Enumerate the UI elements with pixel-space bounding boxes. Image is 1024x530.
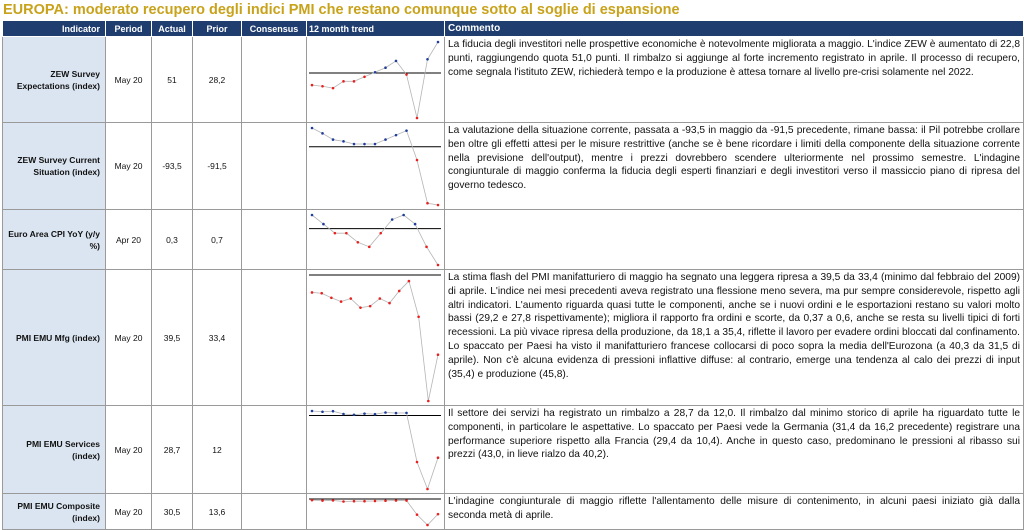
trend-cell bbox=[307, 210, 445, 270]
trend-point bbox=[395, 59, 398, 62]
trend-cell bbox=[307, 123, 445, 210]
header-trend: 12 month trend bbox=[307, 21, 445, 37]
trend-point bbox=[414, 222, 417, 225]
trend-point bbox=[363, 412, 366, 415]
trend-point bbox=[353, 413, 356, 416]
trend-line bbox=[312, 128, 438, 205]
trend-point bbox=[427, 399, 430, 402]
actual-value: 28,7 bbox=[152, 406, 193, 494]
comment-text: Il settore dei servizi ha registrato un rimbalzo a 28,7 da 12,0. Il rimbalzo dal minimo storico di aprile ha riguardato tutte le componenti, in particolare le aspettative. Lo spaccato per Paesi vede la Germania (31,4 da 16,2 precedente) registrare una performance superiore rispetto alla Francia (29,4 da 10,4). Anche in questo caso, predominano le pressioni al ribasso sui prezzi (43,0, in lieve rialzo da 40,2). bbox=[445, 406, 1024, 494]
trend-line bbox=[312, 215, 438, 265]
trend-point bbox=[353, 142, 356, 145]
trend-point bbox=[340, 300, 343, 303]
prior-value: 12 bbox=[193, 406, 242, 494]
trend-point bbox=[384, 411, 387, 414]
period-value: Apr 20 bbox=[106, 210, 152, 270]
trend-point bbox=[311, 126, 314, 129]
period-value: May 20 bbox=[106, 123, 152, 210]
sparkline bbox=[307, 38, 443, 122]
trend-point bbox=[353, 499, 356, 502]
header-actual: Actual bbox=[152, 21, 193, 37]
trend-point bbox=[388, 301, 391, 304]
table-row bbox=[3, 123, 1024, 210]
period-value: May 20 bbox=[106, 37, 152, 123]
trend-point bbox=[374, 499, 377, 502]
trend-point bbox=[379, 231, 382, 234]
trend-point bbox=[405, 499, 408, 502]
trend-point bbox=[426, 57, 429, 60]
trend-point bbox=[311, 213, 314, 216]
header-prior: Prior bbox=[193, 21, 242, 37]
indicator-name: ZEW Survey Expectations (index) bbox=[3, 37, 106, 123]
consensus-value bbox=[242, 406, 307, 494]
trend-point bbox=[426, 487, 429, 490]
trend-point bbox=[332, 409, 335, 412]
trend-point bbox=[402, 213, 405, 216]
trend-cell bbox=[307, 406, 445, 494]
trend-point bbox=[437, 263, 440, 266]
trend-point bbox=[321, 499, 324, 502]
trend-point bbox=[357, 240, 360, 243]
trend-point bbox=[369, 304, 372, 307]
trend-line bbox=[312, 411, 438, 489]
prior-value: 0,7 bbox=[193, 210, 242, 270]
trend-cell bbox=[307, 270, 445, 406]
trend-point bbox=[374, 412, 377, 415]
trend-point bbox=[437, 353, 440, 356]
trend-point bbox=[417, 315, 420, 318]
comment-text: La valutazione della situazione corrente, passata a -93,5 in maggio da -91,5 precedente, rimane bassa: il Pil potrebbe crollare ben oltre gli effetti attesi per le misure restrittive (anche se è bene ricordare i limiti della componente della situazione corrente nella previsione dell'output), mentre i prezzi dovrebbero scendere ulteriormente nel prossimo semestre. L'indagine congiunturale di maggio conferma la fiducia degli esperti finanziari e degli investitori verso il massiccio piano di ripresa del governo tedesco. bbox=[445, 123, 1024, 210]
trend-point bbox=[416, 116, 419, 119]
trend-point bbox=[426, 201, 429, 204]
trend-point bbox=[363, 142, 366, 145]
table-row bbox=[3, 406, 1024, 494]
period-value: May 20 bbox=[106, 494, 152, 530]
trend-point bbox=[353, 80, 356, 83]
trend-point bbox=[342, 140, 345, 143]
table-row bbox=[3, 494, 1024, 530]
trend-point bbox=[330, 296, 333, 299]
trend-point bbox=[349, 297, 352, 300]
trend-point bbox=[416, 158, 419, 161]
consensus-value bbox=[242, 123, 307, 210]
consensus-value bbox=[242, 494, 307, 530]
trend-point bbox=[363, 499, 366, 502]
trend-line bbox=[312, 500, 438, 525]
comment-text: La stima flash del PMI manifatturiero di maggio ha segnato una leggera ripresa a 39,5 da 33,4 (minimo dal febbraio del 2009) di aprile. L'indice nei mesi precedenti aveva registrato una flessione meno severa, ma pur sempre considerevole, rispetto agli altri indicatori. L'aumento riguarda quasi tutte le componenti, anche se i nuovi ordini e le esportazioni restano su valori molto bassi (29,2 e 27,8 rispettivamente); migliora il rapporto fra ordini e scorte, da 0,37 a 0,6, anche se resta su livelli tipici di forti recessioni. La più vivace ripresa della produzione, da 18,1 a 35,4, riflette il lavoro per evadere ordini bloccati dal confinamento. Lo spaccato per Paesi ha visto il manifatturiero francese collocarsi di poco sopra la media dell'Eurozona (a 40,3 da 31,5 di aprile). Non c'è alcuna evidenza di pressioni inflattive diffuse: al contrario, emerge una tendenza al calo dei prezzi di input (35,4) e produzione (45,8). bbox=[445, 270, 1024, 406]
trend-point bbox=[384, 66, 387, 69]
trend-point bbox=[425, 245, 428, 248]
trend-cell bbox=[307, 494, 445, 530]
actual-value: 0,3 bbox=[152, 210, 193, 270]
trend-point bbox=[311, 83, 314, 86]
trend-point bbox=[322, 222, 325, 225]
comment-text: La fiducia degli investitori nelle prospettive economiche è notevolmente migliorata a maggio. L'indice ZEW è aumentato di 22,8 punti, raggiungendo quota 51,0 punti. Il rimbalzo si aggiunge al forte incremento registrato in aprile. Il processo di recupero, come segnala l'istituto ZEW, richiederà tempo e la produzione è attesa tornare al livello pre-crisi solamente nel 2022. bbox=[445, 37, 1024, 123]
trend-point bbox=[384, 499, 387, 502]
comment-text bbox=[445, 210, 1024, 270]
prior-value: 13,6 bbox=[193, 494, 242, 530]
header-indicator: Indicator bbox=[3, 21, 106, 37]
trend-point bbox=[437, 203, 440, 206]
trend-point bbox=[437, 512, 440, 515]
trend-point bbox=[374, 142, 377, 145]
actual-value: 39,5 bbox=[152, 270, 193, 406]
trend-point bbox=[321, 84, 324, 87]
trend-point bbox=[311, 291, 314, 294]
trend-point bbox=[342, 412, 345, 415]
indicator-name: PMI EMU Services (index) bbox=[3, 406, 106, 494]
period-value: May 20 bbox=[106, 270, 152, 406]
trend-line bbox=[312, 42, 438, 118]
trend-point bbox=[379, 297, 382, 300]
actual-value: -93,5 bbox=[152, 123, 193, 210]
indicator-name: Euro Area CPI YoY (y/y %) bbox=[3, 210, 106, 270]
trend-point bbox=[405, 411, 408, 414]
trend-point bbox=[320, 291, 323, 294]
trend-point bbox=[398, 289, 401, 292]
consensus-value bbox=[242, 210, 307, 270]
prior-value: -91,5 bbox=[193, 123, 242, 210]
table-row bbox=[3, 37, 1024, 123]
trend-point bbox=[332, 138, 335, 141]
trend-point bbox=[363, 75, 366, 78]
consensus-value bbox=[242, 37, 307, 123]
trend-point bbox=[384, 138, 387, 141]
trend-point bbox=[405, 129, 408, 132]
table-row bbox=[3, 210, 1024, 270]
trend-point bbox=[374, 70, 377, 73]
table-row bbox=[3, 270, 1024, 406]
actual-value: 30,5 bbox=[152, 494, 193, 530]
sparkline bbox=[307, 495, 443, 529]
header-period: Period bbox=[106, 21, 152, 37]
header-consensus: Consensus bbox=[242, 21, 307, 37]
sparkline bbox=[307, 211, 443, 269]
trend-point bbox=[368, 245, 371, 248]
trend-line bbox=[312, 281, 438, 401]
trend-point bbox=[416, 513, 419, 516]
actual-value: 51 bbox=[152, 37, 193, 123]
trend-point bbox=[332, 499, 335, 502]
trend-point bbox=[311, 498, 314, 501]
trend-point bbox=[395, 133, 398, 136]
sparkline bbox=[307, 271, 443, 405]
trend-point bbox=[405, 73, 408, 76]
trend-point bbox=[332, 86, 335, 89]
trend-point bbox=[321, 132, 324, 135]
indicator-name: PMI EMU Mfg (index) bbox=[3, 270, 106, 406]
trend-point bbox=[334, 231, 337, 234]
trend-point bbox=[426, 523, 429, 526]
trend-point bbox=[395, 411, 398, 414]
trend-point bbox=[342, 500, 345, 503]
indicator-name: PMI EMU Composite (index) bbox=[3, 494, 106, 530]
header-comment: Commento bbox=[445, 21, 1024, 37]
trend-point bbox=[321, 410, 324, 413]
trend-point bbox=[359, 306, 362, 309]
consensus-value bbox=[242, 270, 307, 406]
indicators-table bbox=[2, 20, 1024, 530]
period-value: May 20 bbox=[106, 406, 152, 494]
trend-point bbox=[437, 40, 440, 43]
comment-text: L'indagine congiunturale di maggio riflette l'allentamento delle misure di contenimento, in alcuni paesi iniziato già dalla seconda metà di aprile. bbox=[445, 494, 1024, 530]
sparkline bbox=[307, 407, 443, 493]
prior-value: 28,2 bbox=[193, 37, 242, 123]
trend-point bbox=[437, 456, 440, 459]
trend-point bbox=[342, 80, 345, 83]
trend-point bbox=[311, 409, 314, 412]
page-title: EUROPA: moderato recupero degli indici PMI che restano comunque sotto al soglie di espansione bbox=[3, 2, 680, 18]
trend-point bbox=[391, 218, 394, 221]
trend-point bbox=[345, 231, 348, 234]
prior-value: 33,4 bbox=[193, 270, 242, 406]
trend-cell bbox=[307, 37, 445, 123]
sparkline bbox=[307, 124, 443, 209]
indicator-name: ZEW Survey Current Situation (index) bbox=[3, 123, 106, 210]
table-header-row bbox=[3, 21, 1024, 37]
trend-point bbox=[395, 499, 398, 502]
trend-point bbox=[408, 279, 411, 282]
trend-point bbox=[416, 460, 419, 463]
